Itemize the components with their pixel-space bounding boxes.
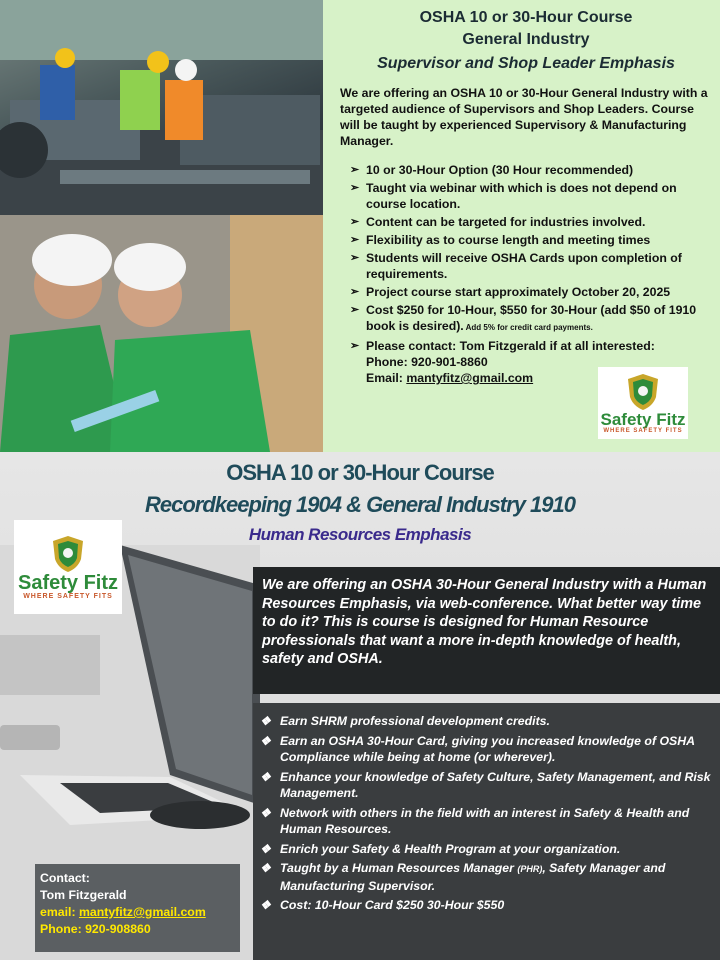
top-course-subtitle: General Industry xyxy=(462,31,590,48)
top-intro-text: We are offering an OSHA 10 or 30-Hour General Industry with a targeted audience of Supervisors and Shop Leaders. Course will be taught by experienced Supervisory & Manufacturing Manager. xyxy=(340,86,708,148)
arrow-bullet-icon: ➢ xyxy=(350,234,360,246)
safety-fitz-logo-bottom xyxy=(14,520,122,614)
diamond-bullet-icon: ❖ xyxy=(260,714,271,728)
hr-bullet-item: ❖ Earn an OSHA 30-Hour Card, giving you increased knowledge of OSHA Compliance while being at home (or wherever). xyxy=(260,733,695,764)
diamond-bullet-icon: ❖ xyxy=(260,861,271,875)
contact-heading: Contact: xyxy=(40,871,90,885)
diamond-bullet-icon: ❖ xyxy=(260,805,271,820)
credit-card-note: Add 5% for credit card payments. xyxy=(463,323,593,332)
arrow-bullet-icon: ➢ xyxy=(350,182,360,194)
arrow-bullet-icon: ➢ xyxy=(350,216,360,228)
top-bullet-item: ➢ Project course start approximately October 20, 2025 xyxy=(350,285,671,299)
factory-scene-illustration xyxy=(0,0,323,215)
top-bullet-item: ➢ Content can be targeted for industries involved. xyxy=(350,215,646,229)
top-course-emphasis: Supervisor and Shop Leader Emphasis xyxy=(377,55,675,72)
top-bullet-cost: ➢ Cost $250 for 10-Hour, $550 for 30-Hour (add $50 of 1910 book is desired). Add 5% for credit card payments. xyxy=(350,303,697,333)
logo-tagline: WHERE SAFETY FITS xyxy=(603,427,683,434)
bottom-course-title: OSHA 10 or 30-Hour Course xyxy=(226,460,494,485)
hr-bullet-item: ❖ Enrich your Safety & Health Program at your organization. xyxy=(260,841,621,856)
hr-bullet-item: ❖ Earn SHRM professional development credits. xyxy=(260,714,550,728)
engineers-photo xyxy=(0,215,323,452)
top-bullet-contact: ➢ Please contact: Tom Fitzgerald if at all interested: Phone: 920-901-8860 Email: mantyfitz@gmail.com xyxy=(350,339,655,385)
arrow-bullet-icon: ➢ xyxy=(350,304,360,316)
hr-intro-text: We are offering an OSHA 30-Hour General Industry with a Human Resources Emphasis, via web-conference. What better way time to do it? This is course is designed for Human Resource professionals that want a more in-depth knowledge of health, safety and OSHA. xyxy=(262,577,707,667)
top-bullet-item: ➢ Students will receive OSHA Cards upon completion of requirements. xyxy=(350,251,682,281)
contact-name: Tom Fitzgerald xyxy=(40,888,127,902)
factory-workers-photo xyxy=(0,0,323,215)
shield-logo-icon xyxy=(51,535,85,573)
hr-bullet-cost: ❖ Cost: 10-Hour Card $250 30-Hour $550 xyxy=(260,898,505,912)
diamond-bullet-icon: ❖ xyxy=(260,733,271,748)
contact-email-line: email: mantyfitz@gmail.com xyxy=(40,905,206,919)
arrow-bullet-icon: ➢ xyxy=(350,252,360,264)
top-bullet-item: ➢ Taught via webinar with which is does not depend on course location. xyxy=(350,181,677,211)
hr-bullet-item: ❖ Enhance your knowledge of Safety Culture, Safety Management, and Risk Management. xyxy=(260,769,711,800)
diamond-bullet-icon: ❖ xyxy=(260,898,271,912)
top-bullet-item: ➢ Flexibility as to course length and meeting times xyxy=(350,233,651,247)
diamond-bullet-icon: ❖ xyxy=(260,841,271,856)
top-course-title: OSHA 10 or 30-Hour Course xyxy=(419,9,633,26)
safety-fitz-logo-top xyxy=(598,367,688,439)
arrow-bullet-icon: ➢ xyxy=(350,286,360,298)
arrow-bullet-icon: ➢ xyxy=(350,340,360,352)
logo-name: Safety Fitz xyxy=(17,571,119,594)
top-email-link[interactable]: mantyfitz@gmail.com xyxy=(406,371,534,385)
bottom-course-subtitle: Recordkeeping 1904 & General Industry 1910 xyxy=(145,492,575,517)
logo-name: Safety Fitz xyxy=(600,409,686,429)
contact-phone: Phone: 920-908860 xyxy=(40,922,151,936)
contact-email-link[interactable]: mantyfitz@gmail.com xyxy=(78,905,206,919)
diamond-bullet-icon: ❖ xyxy=(260,769,271,784)
hr-bullet-list xyxy=(258,713,713,917)
phr-note: (PHR) xyxy=(517,864,543,874)
contact-info xyxy=(40,870,240,938)
top-bullet-list xyxy=(350,162,715,388)
engineers-illustration xyxy=(0,215,323,452)
top-email-label: Email: xyxy=(366,371,407,385)
hr-bullet-item: ❖ Network with others in the field with an interest in Safety & Health and Human Resources. xyxy=(260,805,690,836)
logo-tagline: WHERE SAFETY FITS xyxy=(23,592,113,600)
hr-bullet-taught: ❖ Taught by a Human Resources Manager (PHR), Safety Manager and Manufacturing Supervisor. xyxy=(260,861,666,893)
top-phone: Phone: 920-901-8860 xyxy=(366,355,488,369)
top-bullet-item: ➢ 10 or 30-Hour Option (30 Hour recommended) xyxy=(350,163,634,177)
shield-logo-icon xyxy=(626,373,660,411)
arrow-bullet-icon: ➢ xyxy=(350,164,360,176)
bottom-course-emphasis: Human Resources Emphasis xyxy=(248,525,472,544)
